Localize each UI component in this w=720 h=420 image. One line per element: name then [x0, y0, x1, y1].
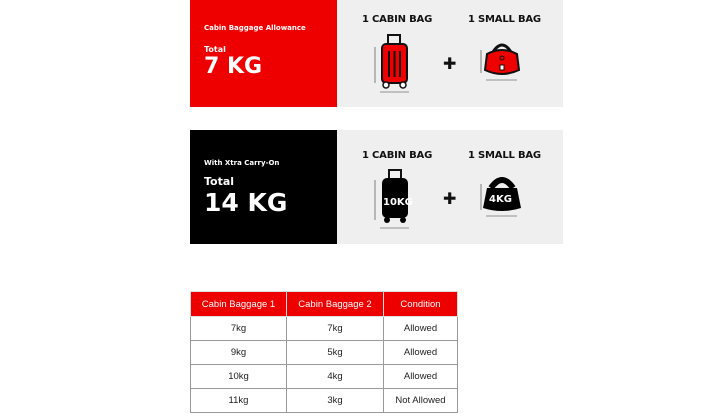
- baggage-combination-table: [190, 291, 458, 413]
- table-cell: Allowed: [384, 341, 458, 365]
- table-row: [191, 341, 458, 365]
- plus-icon: ✚: [443, 189, 457, 208]
- table-cell: 4kg: [287, 365, 384, 389]
- table-cell: Allowed: [384, 365, 458, 389]
- cabin-bag-title: 1 CABIN BAG: [362, 14, 433, 25]
- bag-illustration-area: [337, 0, 563, 107]
- table-header-row: [191, 292, 458, 317]
- small-bag-title: 1 SMALL BAG: [468, 14, 541, 25]
- table-row: [191, 389, 458, 413]
- table-cell: 3kg: [287, 389, 384, 413]
- column-header: Cabin Baggage 1: [191, 292, 287, 317]
- bag-illustration-area: [337, 130, 563, 244]
- column-header: Cabin Baggage 2: [287, 292, 384, 317]
- table-row: [191, 317, 458, 341]
- table-cell: 7kg: [287, 317, 384, 341]
- xtra-carry-on-panel: [190, 130, 563, 244]
- table-cell: 5kg: [287, 341, 384, 365]
- table-row: [191, 365, 458, 389]
- red-handbag-icon: [477, 38, 529, 88]
- table-cell: 10kg: [191, 365, 287, 389]
- cabin-allowance-panel: [190, 0, 563, 107]
- plus-icon: ✚: [443, 54, 457, 73]
- total-value: 7 KG: [204, 54, 263, 79]
- total-label: Total: [204, 45, 226, 54]
- table-cell: 9kg: [191, 341, 287, 365]
- cabin-weight: 10KG: [383, 197, 413, 208]
- allowance-summary: [190, 130, 337, 244]
- red-suitcase-icon: [372, 33, 422, 97]
- panel-subtitle: With Xtra Carry-On: [204, 159, 280, 167]
- table-cell: Allowed: [384, 317, 458, 341]
- table-cell: 7kg: [191, 317, 287, 341]
- panel-subtitle: Cabin Baggage Allowance: [204, 24, 306, 32]
- allowance-summary: [190, 0, 337, 107]
- small-bag-weight: 4KG: [489, 194, 512, 205]
- cabin-bag-title: 1 CABIN BAG: [362, 150, 433, 161]
- table-cell: Not Allowed: [384, 389, 458, 413]
- total-value: 14 KG: [204, 188, 288, 217]
- small-bag-title: 1 SMALL BAG: [468, 150, 541, 161]
- total-label: Total: [204, 175, 235, 188]
- table-cell: 11kg: [191, 389, 287, 413]
- column-header: Condition: [384, 292, 458, 317]
